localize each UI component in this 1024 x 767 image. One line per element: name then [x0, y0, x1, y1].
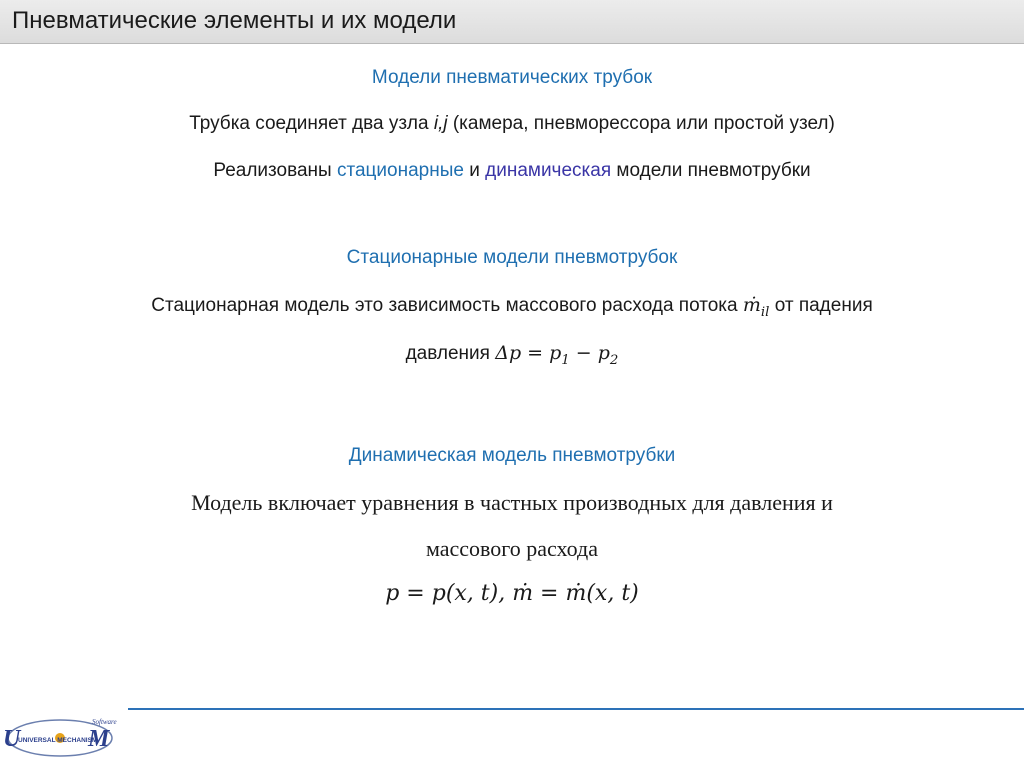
dynamic-equation: p = p(x, t), ṁ = ṁ(x, t) [385, 581, 639, 606]
section-heading-tube-models: Модели пневматических трубок [371, 67, 653, 88]
stationary-text-prefix: Стационарная модель это зависимость массового расхода потока [151, 295, 743, 316]
stationary-definition-line1 [0, 294, 1024, 320]
dynamic-definition-line1: Модель включает уравнения в частных производных для давления и [191, 490, 833, 515]
eq-lhs: Δp = p [495, 342, 562, 364]
pressure-drop-prefix: давления [405, 343, 496, 364]
universal-mechanism-logo [0, 712, 128, 767]
node-indices: i,j [433, 113, 448, 134]
pressure-drop-equation [495, 342, 619, 368]
mdot-glyph: ṁ [742, 294, 761, 316]
mdot-subscript: il [760, 304, 770, 320]
footer-rule [128, 708, 1024, 710]
title-bar [0, 0, 1024, 44]
eq-sub-2: 2 [609, 352, 619, 368]
implemented-suffix: модели пневмотрубки [611, 160, 811, 181]
tube-text-prefix: Трубка соединяет два узла [189, 113, 434, 134]
dynamic-keyword: динамическая [485, 160, 612, 181]
mass-flow-symbol [742, 294, 770, 320]
implemented-prefix: Реализованы [213, 160, 337, 181]
logo-initial-m: M [88, 726, 110, 752]
eq-sub-1: 1 [561, 352, 570, 368]
stationary-keyword: стационарные [336, 160, 464, 181]
section-heading-dynamic: Динамическая модель пневмотрубки [348, 445, 676, 466]
dynamic-definition-line2: массового расхода [425, 536, 598, 561]
section-heading-stationary: Стационарные модели пневмотрубок [346, 247, 678, 268]
tube-connection-text [0, 113, 1024, 135]
stationary-definition-line2 [0, 342, 1024, 368]
logo-tag-text: Software [92, 718, 117, 726]
logo-initial-u: U [3, 726, 21, 752]
implemented-models-text [0, 160, 1024, 182]
eq-mid: − p [569, 342, 610, 364]
tube-text-suffix: (камера, пневморессора или простой узел) [447, 113, 835, 134]
logo-brand-text: UNIVERSAL MECHANISM [18, 737, 98, 744]
stationary-text-suffix: от падения [769, 295, 873, 316]
implemented-and: и [463, 160, 486, 181]
page-title: Пневматические элементы и их модели [12, 7, 457, 34]
